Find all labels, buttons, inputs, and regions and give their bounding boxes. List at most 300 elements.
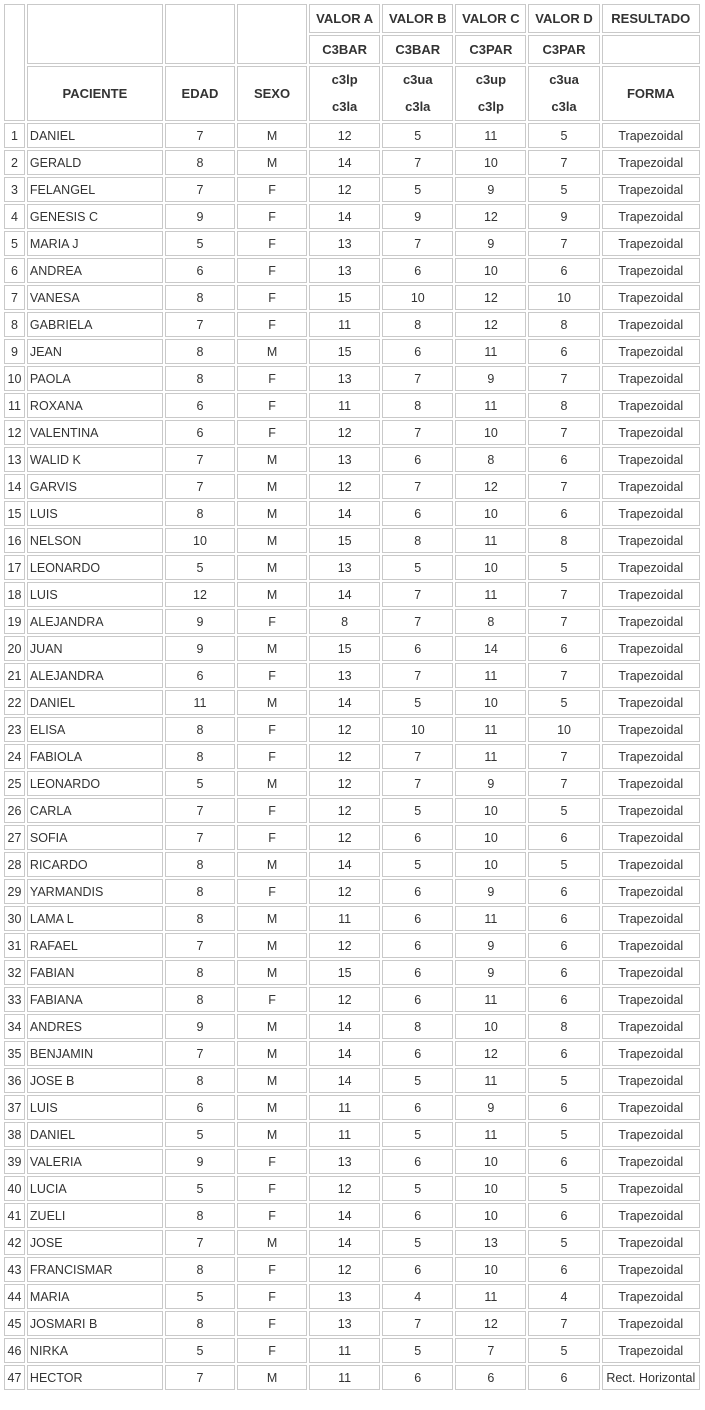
valor-d-cell: 7	[528, 231, 599, 256]
sex-cell: F	[237, 366, 307, 391]
valor-d-cell: 6	[528, 1041, 599, 1066]
valor-b-cell: 7	[382, 1311, 453, 1336]
forma-cell: Trapezoidal	[602, 1176, 700, 1201]
forma-cell: Trapezoidal	[602, 123, 700, 148]
row-index-cell: 32	[4, 960, 25, 985]
valor-b-cell: 10	[382, 717, 453, 742]
valor-d-cell: 7	[528, 582, 599, 607]
header-measure-a	[309, 66, 380, 121]
forma-cell: Trapezoidal	[602, 636, 700, 661]
row-index-cell: 24	[4, 744, 25, 769]
age-cell: 8	[165, 366, 235, 391]
header-blank-edad	[165, 4, 235, 64]
sex-cell: M	[237, 501, 307, 526]
table-row	[4, 852, 700, 877]
age-cell: 5	[165, 771, 235, 796]
sex-cell: M	[237, 690, 307, 715]
age-cell: 6	[165, 258, 235, 283]
row-index-cell: 44	[4, 1284, 25, 1309]
valor-b-cell: 4	[382, 1284, 453, 1309]
row-index-cell: 20	[4, 636, 25, 661]
table-row	[4, 1176, 700, 1201]
valor-d-cell: 5	[528, 177, 599, 202]
valor-c-cell: 10	[455, 1257, 526, 1282]
sex-cell: F	[237, 1176, 307, 1201]
valor-b-cell: 6	[382, 1203, 453, 1228]
table-row	[4, 177, 700, 202]
patient-name-cell: DANIEL	[27, 690, 163, 715]
row-index-cell: 36	[4, 1068, 25, 1093]
patient-name-cell: VALENTINA	[27, 420, 163, 445]
valor-d-cell: 6	[528, 258, 599, 283]
forma-cell: Trapezoidal	[602, 1014, 700, 1039]
valor-a-cell: 14	[309, 1014, 380, 1039]
age-cell: 9	[165, 204, 235, 229]
valor-c-cell: 10	[455, 1203, 526, 1228]
valor-a-cell: 12	[309, 825, 380, 850]
sex-cell: F	[237, 1203, 307, 1228]
valor-d-cell: 7	[528, 744, 599, 769]
valor-a-cell: 11	[309, 393, 380, 418]
valor-c-cell: 9	[455, 771, 526, 796]
valor-b-cell: 5	[382, 852, 453, 877]
valor-c-cell: 7	[455, 1338, 526, 1363]
forma-cell: Trapezoidal	[602, 1068, 700, 1093]
sex-cell: M	[237, 1041, 307, 1066]
row-index-cell: 25	[4, 771, 25, 796]
age-cell: 6	[165, 393, 235, 418]
age-cell: 6	[165, 663, 235, 688]
valor-c-cell: 9	[455, 960, 526, 985]
forma-cell: Trapezoidal	[602, 852, 700, 877]
patient-name-cell: ALEJANDRA	[27, 609, 163, 634]
valor-c-cell: 10	[455, 825, 526, 850]
valor-d-cell: 8	[528, 528, 599, 553]
patient-name-cell: ROXANA	[27, 393, 163, 418]
patient-name-cell: SOFIA	[27, 825, 163, 850]
header-paciente: PACIENTE	[27, 66, 163, 121]
age-cell: 8	[165, 906, 235, 931]
valor-c-cell: 11	[455, 393, 526, 418]
header-blank-name	[27, 4, 163, 64]
valor-d-cell: 6	[528, 906, 599, 931]
table-row	[4, 1095, 700, 1120]
age-cell: 5	[165, 1176, 235, 1201]
table-row	[4, 663, 700, 688]
row-index-cell: 17	[4, 555, 25, 580]
row-index-cell: 9	[4, 339, 25, 364]
row-index-cell: 21	[4, 663, 25, 688]
valor-b-cell: 6	[382, 447, 453, 472]
valor-b-cell: 5	[382, 798, 453, 823]
header-forma: FORMA	[602, 66, 700, 121]
valor-a-cell: 13	[309, 366, 380, 391]
valor-b-cell: 6	[382, 960, 453, 985]
table-row	[4, 555, 700, 580]
row-index-cell: 11	[4, 393, 25, 418]
age-cell: 6	[165, 420, 235, 445]
sex-cell: M	[237, 1365, 307, 1390]
valor-b-cell: 6	[382, 1041, 453, 1066]
valor-d-cell: 6	[528, 1257, 599, 1282]
age-cell: 7	[165, 1365, 235, 1390]
valor-c-cell: 10	[455, 150, 526, 175]
patient-name-cell: FABIAN	[27, 960, 163, 985]
valor-a-cell: 11	[309, 1338, 380, 1363]
sex-cell: F	[237, 744, 307, 769]
patient-name-cell: ANDREA	[27, 258, 163, 283]
valor-a-cell: 14	[309, 582, 380, 607]
sex-cell: F	[237, 420, 307, 445]
table-row	[4, 1284, 700, 1309]
valor-c-cell: 9	[455, 933, 526, 958]
patient-name-cell: BENJAMIN	[27, 1041, 163, 1066]
header-b-top: c3ua	[402, 72, 433, 88]
valor-b-cell: 8	[382, 393, 453, 418]
age-cell: 6	[165, 1095, 235, 1120]
valor-c-cell: 13	[455, 1230, 526, 1255]
valor-a-cell: 14	[309, 150, 380, 175]
sex-cell: M	[237, 447, 307, 472]
valor-d-cell: 5	[528, 1176, 599, 1201]
sex-cell: F	[237, 798, 307, 823]
table-row	[4, 1041, 700, 1066]
table-row	[4, 933, 700, 958]
valor-c-cell: 12	[455, 204, 526, 229]
patient-name-cell: GARVIS	[27, 474, 163, 499]
valor-d-cell: 7	[528, 771, 599, 796]
valor-d-cell: 6	[528, 447, 599, 472]
sex-cell: F	[237, 1257, 307, 1282]
sex-cell: F	[237, 825, 307, 850]
valor-c-cell: 10	[455, 555, 526, 580]
patient-name-cell: FABIANA	[27, 987, 163, 1012]
valor-a-cell: 11	[309, 906, 380, 931]
sex-cell: M	[237, 933, 307, 958]
patient-name-cell: ZUELI	[27, 1203, 163, 1228]
valor-d-cell: 7	[528, 150, 599, 175]
age-cell: 5	[165, 1338, 235, 1363]
valor-a-cell: 14	[309, 690, 380, 715]
valor-a-cell: 12	[309, 420, 380, 445]
sex-cell: F	[237, 258, 307, 283]
row-index-cell: 46	[4, 1338, 25, 1363]
table-row	[4, 1365, 700, 1390]
table-row	[4, 771, 700, 796]
sex-cell: F	[237, 285, 307, 310]
sex-cell: M	[237, 1230, 307, 1255]
valor-c-cell: 11	[455, 123, 526, 148]
valor-a-cell: 15	[309, 528, 380, 553]
patient-name-cell: MARIA	[27, 1284, 163, 1309]
valor-d-cell: 6	[528, 636, 599, 661]
forma-cell: Trapezoidal	[602, 258, 700, 283]
table-row	[4, 690, 700, 715]
valor-c-cell: 11	[455, 717, 526, 742]
age-cell: 10	[165, 528, 235, 553]
valor-d-cell: 8	[528, 312, 599, 337]
patient-name-cell: DANIEL	[27, 1122, 163, 1147]
age-cell: 7	[165, 1041, 235, 1066]
table-row	[4, 150, 700, 175]
valor-c-cell: 10	[455, 1014, 526, 1039]
valor-a-cell: 13	[309, 231, 380, 256]
valor-a-cell: 14	[309, 1203, 380, 1228]
patient-name-cell: CARLA	[27, 798, 163, 823]
row-index-cell: 28	[4, 852, 25, 877]
table-row	[4, 825, 700, 850]
valor-c-cell: 11	[455, 339, 526, 364]
sex-cell: M	[237, 1068, 307, 1093]
valor-c-cell: 8	[455, 609, 526, 634]
forma-cell: Trapezoidal	[602, 771, 700, 796]
patient-name-cell: NELSON	[27, 528, 163, 553]
header-measure-c	[455, 66, 526, 121]
valor-d-cell: 6	[528, 1149, 599, 1174]
valor-d-cell: 8	[528, 393, 599, 418]
age-cell: 7	[165, 123, 235, 148]
valor-d-cell: 6	[528, 933, 599, 958]
header-sub-a: C3BAR	[309, 35, 380, 64]
valor-a-cell: 11	[309, 312, 380, 337]
valor-b-cell: 7	[382, 474, 453, 499]
forma-cell: Trapezoidal	[602, 1284, 700, 1309]
valor-a-cell: 13	[309, 1149, 380, 1174]
sex-cell: F	[237, 393, 307, 418]
valor-b-cell: 5	[382, 555, 453, 580]
age-cell: 8	[165, 150, 235, 175]
valor-b-cell: 8	[382, 1014, 453, 1039]
header-d-bottom: c3la	[551, 98, 577, 114]
valor-b-cell: 6	[382, 879, 453, 904]
patient-name-cell: LEONARDO	[27, 771, 163, 796]
table-row	[4, 879, 700, 904]
table-row	[4, 231, 700, 256]
row-index-cell: 16	[4, 528, 25, 553]
age-cell: 7	[165, 1230, 235, 1255]
valor-b-cell: 6	[382, 933, 453, 958]
valor-b-cell: 6	[382, 1149, 453, 1174]
age-cell: 9	[165, 609, 235, 634]
valor-a-cell: 13	[309, 663, 380, 688]
table-row	[4, 501, 700, 526]
valor-a-cell: 15	[309, 636, 380, 661]
row-index-cell: 5	[4, 231, 25, 256]
sex-cell: M	[237, 150, 307, 175]
valor-a-cell: 15	[309, 339, 380, 364]
forma-cell: Trapezoidal	[602, 1203, 700, 1228]
header-measure-d	[528, 66, 599, 121]
age-cell: 8	[165, 1311, 235, 1336]
valor-d-cell: 4	[528, 1284, 599, 1309]
valor-a-cell: 12	[309, 1176, 380, 1201]
table-row	[4, 258, 700, 283]
valor-c-cell: 11	[455, 582, 526, 607]
valor-c-cell: 8	[455, 447, 526, 472]
forma-cell: Trapezoidal	[602, 555, 700, 580]
valor-a-cell: 12	[309, 717, 380, 742]
header-row-bottom	[4, 66, 700, 121]
table-row	[4, 1014, 700, 1039]
header-sub-b: C3BAR	[382, 35, 453, 64]
forma-cell: Trapezoidal	[602, 798, 700, 823]
row-index-cell: 35	[4, 1041, 25, 1066]
sex-cell: F	[237, 663, 307, 688]
forma-cell: Trapezoidal	[602, 1257, 700, 1282]
patient-name-cell: JOSE B	[27, 1068, 163, 1093]
valor-c-cell: 14	[455, 636, 526, 661]
forma-cell: Trapezoidal	[602, 663, 700, 688]
forma-cell: Trapezoidal	[602, 528, 700, 553]
table-row	[4, 474, 700, 499]
header-valor-d: VALOR D	[528, 4, 599, 33]
header-d-top: c3ua	[549, 72, 579, 88]
age-cell: 8	[165, 717, 235, 742]
valor-b-cell: 5	[382, 1338, 453, 1363]
valor-b-cell: 5	[382, 1176, 453, 1201]
header-blank-sexo	[237, 4, 307, 64]
valor-c-cell: 10	[455, 420, 526, 445]
valor-b-cell: 6	[382, 1095, 453, 1120]
valor-b-cell: 6	[382, 1257, 453, 1282]
row-index-cell: 34	[4, 1014, 25, 1039]
forma-cell: Trapezoidal	[602, 987, 700, 1012]
header-c-bottom: c3lp	[477, 98, 504, 114]
header-sexo: SEXO	[237, 66, 307, 121]
age-cell: 5	[165, 1284, 235, 1309]
age-cell: 7	[165, 447, 235, 472]
sex-cell: M	[237, 960, 307, 985]
forma-cell: Trapezoidal	[602, 501, 700, 526]
table-row	[4, 393, 700, 418]
forma-cell: Trapezoidal	[602, 960, 700, 985]
patient-name-cell: GENESIS C	[27, 204, 163, 229]
age-cell: 11	[165, 690, 235, 715]
valor-b-cell: 7	[382, 771, 453, 796]
valor-c-cell: 11	[455, 528, 526, 553]
sex-cell: F	[237, 312, 307, 337]
valor-b-cell: 8	[382, 312, 453, 337]
valor-b-cell: 6	[382, 501, 453, 526]
forma-cell: Trapezoidal	[602, 609, 700, 634]
patient-name-cell: GERALD	[27, 150, 163, 175]
age-cell: 7	[165, 825, 235, 850]
row-index-cell: 19	[4, 609, 25, 634]
row-index-cell: 6	[4, 258, 25, 283]
table-row	[4, 582, 700, 607]
sex-cell: M	[237, 1122, 307, 1147]
row-index-cell: 38	[4, 1122, 25, 1147]
header-a-top: c3lp	[331, 72, 358, 88]
forma-cell: Trapezoidal	[602, 582, 700, 607]
table-row	[4, 123, 700, 148]
table-row	[4, 339, 700, 364]
table-row	[4, 1257, 700, 1282]
forma-cell: Trapezoidal	[602, 1041, 700, 1066]
row-index-cell: 18	[4, 582, 25, 607]
valor-d-cell: 5	[528, 555, 599, 580]
valor-b-cell: 5	[382, 1068, 453, 1093]
valor-d-cell: 6	[528, 987, 599, 1012]
sex-cell: F	[237, 1338, 307, 1363]
valor-d-cell: 9	[528, 204, 599, 229]
patient-name-cell: NIRKA	[27, 1338, 163, 1363]
forma-cell: Trapezoidal	[602, 1149, 700, 1174]
valor-b-cell: 7	[382, 366, 453, 391]
sex-cell: M	[237, 582, 307, 607]
age-cell: 8	[165, 285, 235, 310]
valor-c-cell: 11	[455, 987, 526, 1012]
valor-d-cell: 10	[528, 285, 599, 310]
sex-cell: M	[237, 771, 307, 796]
row-index-cell: 40	[4, 1176, 25, 1201]
row-index-cell: 27	[4, 825, 25, 850]
patient-name-cell: JOSMARI B	[27, 1311, 163, 1336]
valor-d-cell: 6	[528, 1095, 599, 1120]
patient-name-cell: LUCIA	[27, 1176, 163, 1201]
valor-a-cell: 14	[309, 501, 380, 526]
age-cell: 8	[165, 744, 235, 769]
patient-name-cell: LUIS	[27, 582, 163, 607]
header-c-top: c3up	[475, 72, 507, 88]
patient-name-cell: VANESA	[27, 285, 163, 310]
forma-cell: Rect. Horizontal	[602, 1365, 700, 1390]
valor-b-cell: 5	[382, 1230, 453, 1255]
patient-name-cell: MARIA J	[27, 231, 163, 256]
table-row	[4, 798, 700, 823]
age-cell: 8	[165, 1257, 235, 1282]
header-measure-b	[382, 66, 453, 121]
valor-d-cell: 6	[528, 825, 599, 850]
table-row	[4, 609, 700, 634]
valor-d-cell: 5	[528, 1122, 599, 1147]
row-index-cell: 29	[4, 879, 25, 904]
sex-cell: M	[237, 1014, 307, 1039]
sex-cell: F	[237, 204, 307, 229]
patient-name-cell: GABRIELA	[27, 312, 163, 337]
patient-name-cell: RICARDO	[27, 852, 163, 877]
valor-c-cell: 12	[455, 1041, 526, 1066]
row-index-cell: 26	[4, 798, 25, 823]
valor-c-cell: 10	[455, 1176, 526, 1201]
valor-d-cell: 10	[528, 717, 599, 742]
valor-c-cell: 10	[455, 258, 526, 283]
table-row	[4, 636, 700, 661]
patient-name-cell: RAFAEL	[27, 933, 163, 958]
sex-cell: F	[237, 231, 307, 256]
header-blank-index	[4, 4, 25, 121]
forma-cell: Trapezoidal	[602, 393, 700, 418]
valor-a-cell: 13	[309, 447, 380, 472]
row-index-cell: 1	[4, 123, 25, 148]
valor-b-cell: 7	[382, 150, 453, 175]
patient-name-cell: JUAN	[27, 636, 163, 661]
age-cell: 8	[165, 879, 235, 904]
row-index-cell: 3	[4, 177, 25, 202]
valor-a-cell: 13	[309, 1311, 380, 1336]
row-index-cell: 15	[4, 501, 25, 526]
patient-name-cell: WALID K	[27, 447, 163, 472]
table-row	[4, 1230, 700, 1255]
age-cell: 9	[165, 1149, 235, 1174]
valor-d-cell: 5	[528, 690, 599, 715]
valor-d-cell: 5	[528, 798, 599, 823]
row-index-cell: 33	[4, 987, 25, 1012]
valor-c-cell: 11	[455, 1284, 526, 1309]
valor-d-cell: 6	[528, 879, 599, 904]
sex-cell: M	[237, 1095, 307, 1120]
age-cell: 7	[165, 933, 235, 958]
